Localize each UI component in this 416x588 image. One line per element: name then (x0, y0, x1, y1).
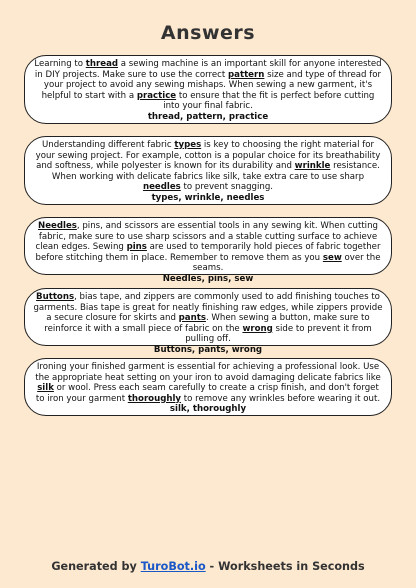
answer-word: sew (322, 252, 342, 263)
answer-word: Buttons (36, 292, 75, 302)
answer-key-4: Buttons, pants, wrong (153, 344, 263, 355)
passage-text-5 (33, 362, 383, 404)
answer-key-5: silk, thoroughly (169, 404, 247, 415)
turobot-link[interactable]: TuroBot.io (140, 560, 206, 573)
answer-word: wrong (242, 323, 273, 334)
page-title: Answers (160, 22, 256, 44)
passage-card-3 (24, 217, 392, 284)
answer-word: pants (178, 313, 206, 324)
passage-card-1 (24, 55, 392, 124)
text-segment: Understanding different fabric (41, 140, 175, 150)
answer-key-1: thread, pattern, practice (147, 111, 269, 122)
text-segment: are used to temporarily hold pieces of fabric together before stitching them in place. Remember to remove them as you (35, 242, 381, 263)
passage-text-2 (33, 140, 383, 193)
text-segment: to remove any wrinkles before wearing it out. (181, 393, 381, 404)
text-segment: or wool. Press each seam carefully to create a crisp finish, and don't forget to iron your garment (35, 383, 379, 404)
answer-word: wrinkle (294, 161, 331, 172)
footer-prefix: Generated by (51, 560, 141, 573)
text-segment: , bias tape, and zippers are commonly used to add finishing touches to garments. Bias tape is great for neatly finishing raw edges, while zippers provide a secure closure for skirts and (33, 292, 383, 324)
text-segment: to ensure that the fit is perfect before cutting into your final fabric. (163, 90, 375, 112)
text-segment: to prevent snagging. (180, 182, 274, 193)
text-segment: size and type of thread for your project to avoid any sewing mishaps. When sewing a new garment, it's helpful to start with a (41, 69, 382, 101)
text-segment: a sewing machine is an important skill for anyone interested in DIY projects. Make sure to use the correct (34, 59, 382, 80)
passage-text-1 (33, 59, 383, 112)
text-segment: , pins, and scissors are essential tools in any sewing kit. When cutting fabric, make sure to use sharp scissors and a stable cutting surface to achieve clean edges. Sewing (35, 221, 378, 253)
answer-key-3: Needles, pins, sew (162, 273, 254, 284)
answer-word: pattern (228, 69, 265, 80)
text-segment: Ironing your finished garment is essential for achieving a professional look. Use the appropriate heat setting on your iron to avoid damaging delicate fabrics like (35, 362, 381, 383)
answer-word: types (174, 140, 202, 150)
answer-word: pins (126, 242, 147, 253)
text-segment: side to prevent it from pulling off. (185, 323, 372, 345)
answer-word: thread (85, 59, 119, 69)
answer-word: thoroughly (127, 393, 182, 404)
text-segment: is key to choosing the right material for your sewing project. For example, cotton is a popular choice for its breathability and softness, while polyester is known for its durability and (35, 140, 381, 172)
answer-key-2: types, wrinkle, needles (151, 192, 265, 203)
passage-card-2 (24, 136, 392, 205)
answer-word: practice (136, 90, 177, 101)
text-segment: Learning to (34, 59, 86, 69)
passage-card-4 (24, 288, 392, 355)
footer-suffix: - Worksheets in Seconds (205, 560, 365, 573)
footer (0, 560, 416, 573)
text-segment: . When sewing a button, make sure to reinforce it with a small piece of fabric on the (44, 313, 370, 334)
text-segment: resistance. When working with delicate fabrics like silk, take extra care to use sharp (51, 161, 380, 182)
passage-text-4 (33, 292, 383, 345)
answer-word: Needles (38, 221, 77, 231)
answer-word: needles (142, 182, 181, 193)
passage-card-5 (24, 358, 392, 416)
passage-text-3 (33, 221, 383, 274)
text-segment: over the seams. (192, 252, 381, 274)
answer-word: silk (37, 383, 54, 394)
